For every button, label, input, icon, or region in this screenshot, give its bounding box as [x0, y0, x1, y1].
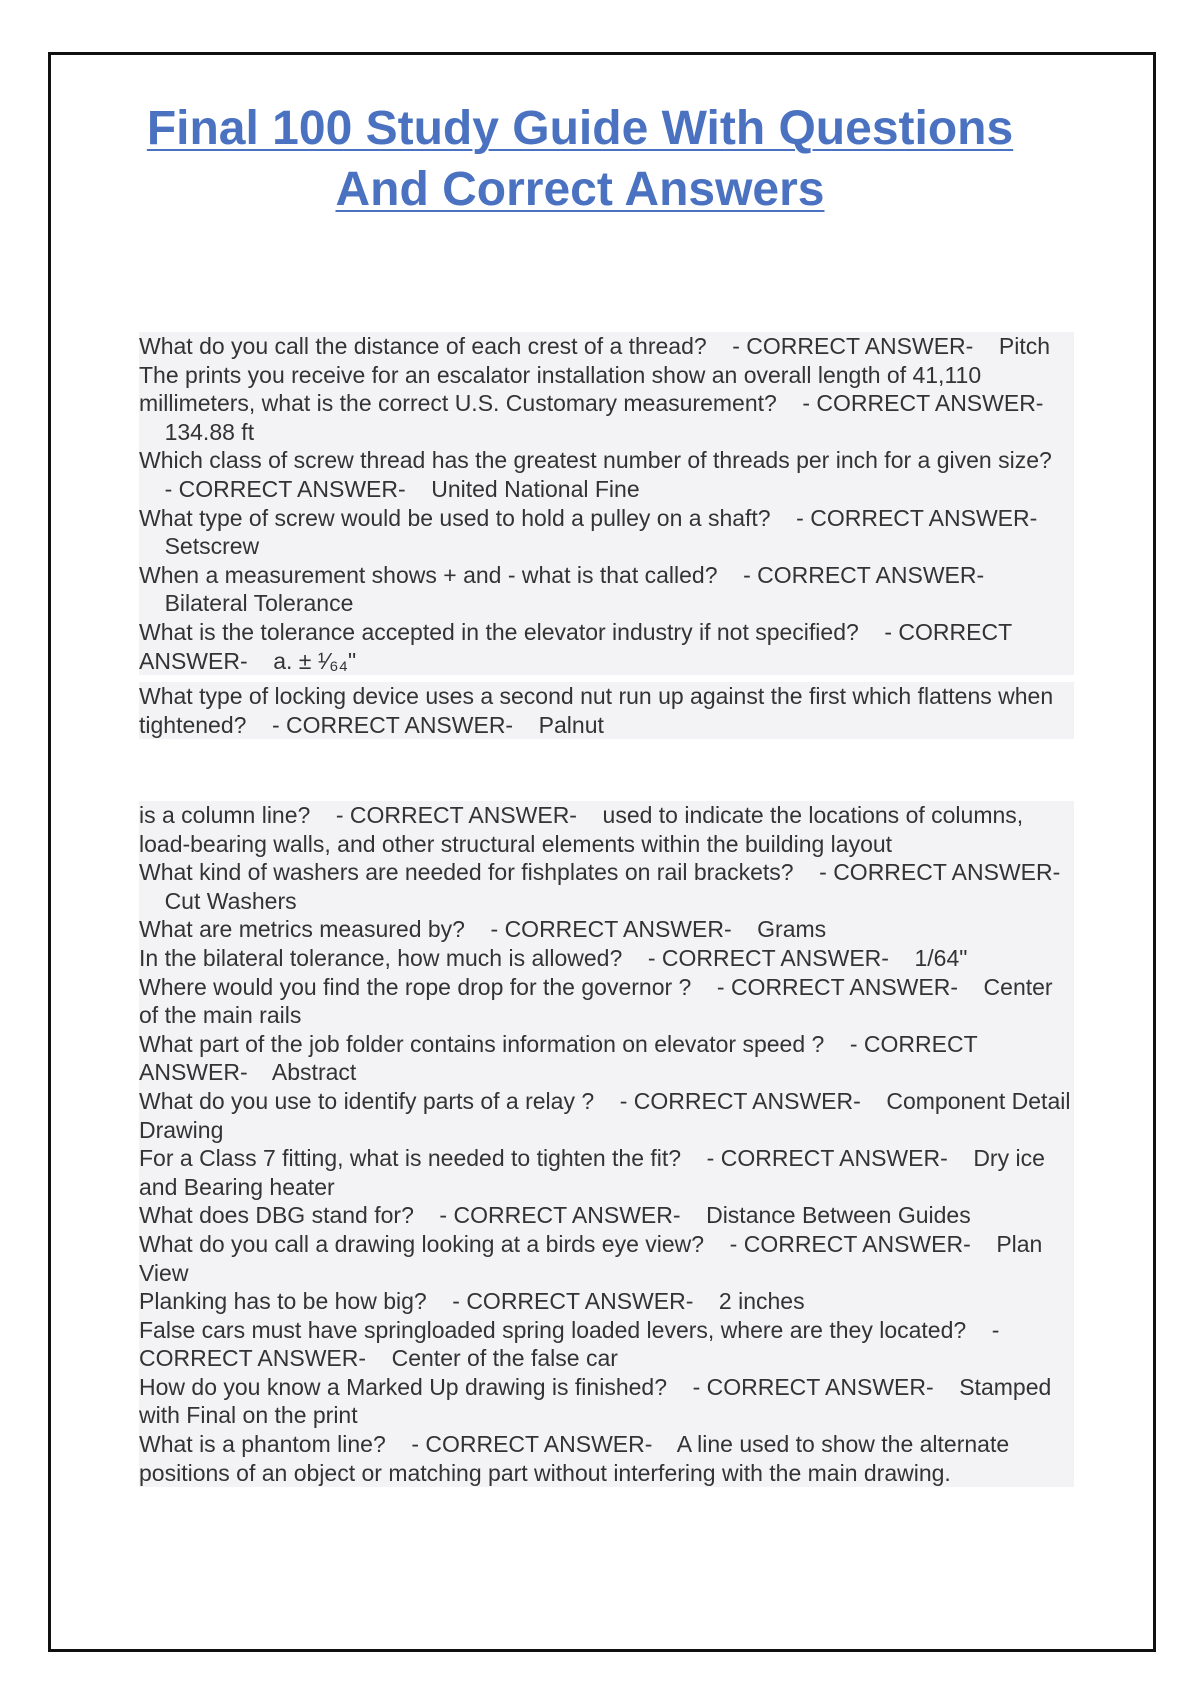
question-text: What part of the job folder contains information on elevator speed ?: [139, 1030, 825, 1057]
answer-marker: - CORRECT ANSWER-: [802, 390, 1044, 417]
title-line-2: And Correct Answers: [335, 163, 825, 216]
question-text: What is a phantom line?: [139, 1431, 386, 1458]
answer-text: Distance Between Guides: [706, 1202, 971, 1229]
answer-text: 134.88 ft: [164, 418, 255, 445]
qa-item: [139, 1087, 1074, 1144]
answer-text: a. ± ¹⁄₆₄": [273, 647, 357, 674]
answer-text: Pitch: [998, 333, 1051, 359]
answer-marker: - CORRECT ANSWER-: [439, 1202, 681, 1229]
answer-marker: - CORRECT ANSWER-: [647, 944, 889, 971]
qa-item: [139, 1030, 1074, 1087]
qa-list-first: [139, 332, 1074, 739]
answer-marker: - CORRECT ANSWER-: [452, 1288, 694, 1315]
question-text: The prints you receive for an escalator installation show an overall length of 41,110 millimeters, what is the correct U.S. Customary measurement?: [139, 361, 982, 417]
answer-marker: - CORRECT ANSWER-: [139, 618, 1012, 674]
answer-text: Bilateral Tolerance: [164, 590, 354, 617]
answer-text: Palnut: [538, 711, 604, 738]
question-text: False cars must have springloaded spring loaded levers, where are they located?: [139, 1316, 967, 1343]
answer-marker: - CORRECT ANSWER-: [490, 916, 732, 943]
answer-marker: - CORRECT ANSWER-: [729, 1230, 971, 1257]
qa-item: [139, 446, 1074, 503]
answer-text: 2 inches: [718, 1288, 805, 1315]
answer-text: Grams: [757, 916, 827, 943]
question-text: Where would you find the rope drop for the governor ?: [139, 973, 692, 1000]
answer-text: Stamped with Final on the print: [139, 1373, 1052, 1429]
answer-marker: - CORRECT ANSWER-: [411, 1431, 653, 1458]
answer-marker: - CORRECT ANSWER-: [139, 1030, 978, 1086]
question-text: How do you know a Marked Up drawing is finished?: [139, 1373, 667, 1400]
question-text: What kind of washers are needed for fishplates on rail brackets?: [139, 859, 794, 886]
qa-item: [139, 618, 1074, 675]
qa-item: [139, 682, 1074, 739]
title-line-1: Final 100 Study Guide With Questions: [146, 102, 1014, 155]
answer-text: Component Detail Drawing: [139, 1087, 1071, 1143]
question-text: What type of locking device uses a second nut run up against the first which flattens when tightened?: [139, 683, 1054, 738]
question-text: What type of screw would be used to hold a pulley on a shaft?: [139, 504, 771, 531]
answer-marker: - CORRECT ANSWER-: [732, 333, 974, 359]
answer-text: United National Fine: [431, 475, 640, 502]
qa-item: [139, 1230, 1074, 1287]
qa-item: [139, 332, 1074, 361]
answer-text: Plan View: [139, 1230, 1043, 1286]
answer-text: Cut Washers: [164, 887, 297, 914]
answer-marker: - CORRECT ANSWER-: [796, 504, 1038, 531]
qa-item: [139, 944, 1074, 973]
qa-item: [139, 1201, 1074, 1230]
question-text: Which class of screw thread has the greatest number of threads per inch for a given size?: [139, 447, 1052, 474]
question-text: What does DBG stand for?: [139, 1202, 414, 1229]
qa-item: [139, 801, 1074, 858]
qa-item: [139, 504, 1074, 561]
qa-list-second: [139, 801, 1074, 1487]
question-text: When a measurement shows + and - what is that called?: [139, 561, 718, 588]
question-text: What do you use to identify parts of a relay ?: [139, 1087, 595, 1114]
answer-text: Center of the false car: [391, 1345, 618, 1372]
answer-marker: - CORRECT ANSWER-: [743, 561, 985, 588]
qa-item: [139, 561, 1074, 618]
qa-item: [139, 858, 1074, 915]
answer-marker: - CORRECT ANSWER-: [716, 973, 958, 1000]
document-title: [95, 98, 1065, 220]
qa-item: [139, 1430, 1074, 1487]
answer-marker: - CORRECT ANSWER-: [335, 802, 577, 828]
question-text: What do you call the distance of each crest of a thread?: [139, 333, 707, 359]
answer-text: A line used to show the alternate positions of an object or matching part without interfering with the main drawing.: [139, 1431, 1010, 1486]
qa-item: [139, 1287, 1074, 1316]
answer-text: Dry ice and Bearing heater: [139, 1145, 1045, 1200]
answer-text: Setscrew: [164, 533, 260, 560]
question-text: What are metrics measured by?: [139, 916, 465, 943]
answer-text: 1/64": [914, 944, 968, 971]
question-text: Planking has to be how big?: [139, 1288, 427, 1315]
answer-marker: - CORRECT ANSWER-: [619, 1087, 861, 1114]
question-text: What is the tolerance accepted in the elevator industry if not specified?: [139, 618, 859, 645]
answer-marker: - CORRECT ANSWER-: [272, 711, 514, 738]
answer-marker: - CORRECT ANSWER-: [706, 1145, 948, 1172]
answer-marker: - CORRECT ANSWER-: [692, 1373, 934, 1400]
qa-item: [139, 973, 1074, 1030]
answer-marker: - CORRECT ANSWER-: [164, 475, 406, 502]
question-text: For a Class 7 fitting, what is needed to tighten the fit?: [139, 1145, 682, 1172]
qa-item: [139, 915, 1074, 944]
answer-marker: - CORRECT ANSWER-: [139, 1316, 1000, 1372]
qa-item: [139, 1144, 1074, 1201]
qa-item: [139, 361, 1074, 447]
answer-text: Center of the main rails: [139, 973, 1053, 1029]
answer-text: Abstract: [271, 1059, 357, 1086]
answer-marker: - CORRECT ANSWER-: [819, 859, 1061, 886]
question-text: In the bilateral tolerance, how much is allowed?: [139, 944, 623, 971]
question-text: is a column line?: [139, 802, 311, 828]
qa-item: [139, 1316, 1074, 1373]
qa-item: [139, 1373, 1074, 1430]
question-text: What do you call a drawing looking at a birds eye view?: [139, 1230, 705, 1257]
answer-text: used to indicate the locations of columns, load-bearing walls, and other structural elements within the building layout: [139, 802, 1024, 857]
